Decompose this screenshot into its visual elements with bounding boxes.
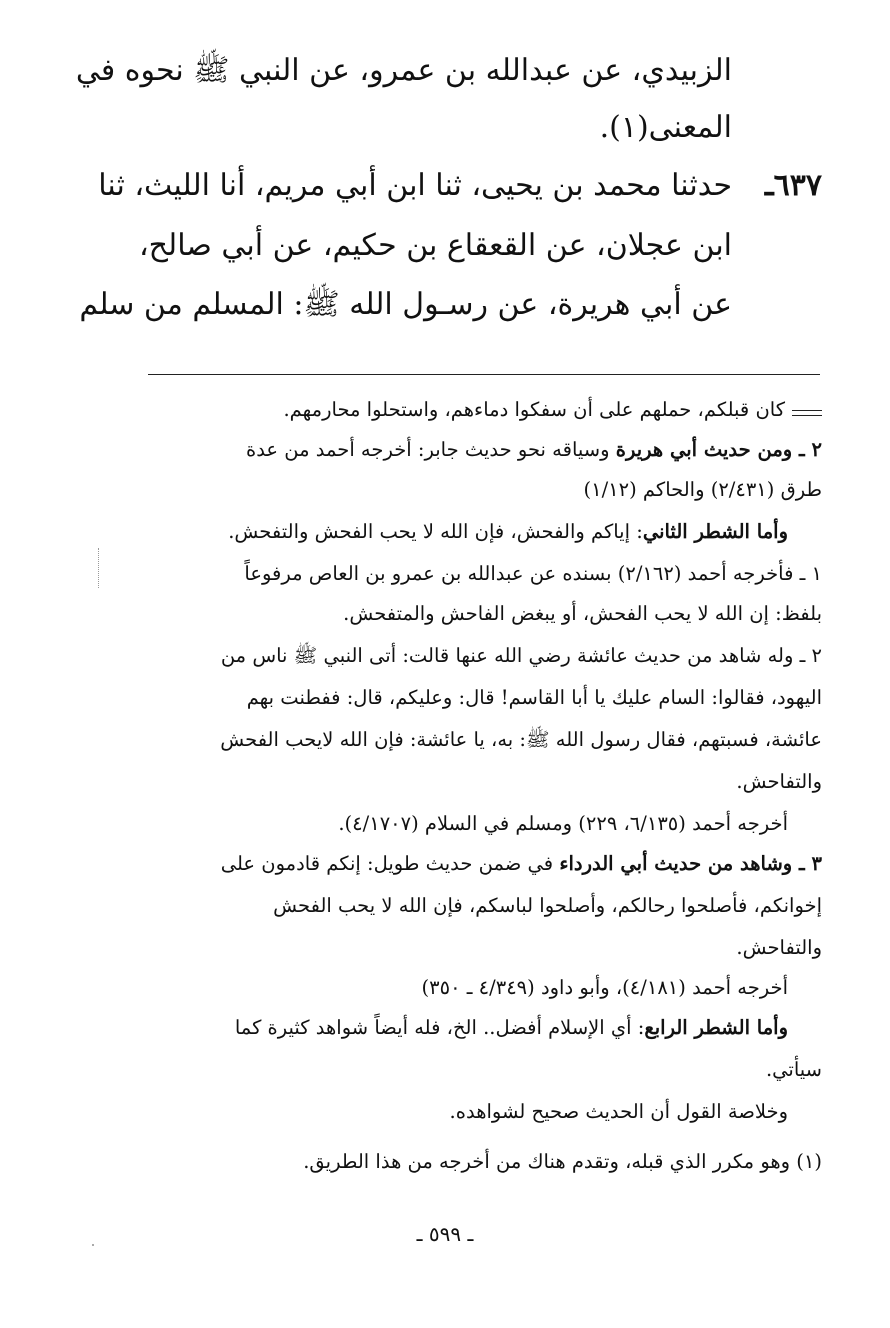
footnote-line: ٢ ـ وله شاهد من حديث عائشة رضي الله عنها قالت: أتى النبي ﷺ ناس من <box>220 644 822 667</box>
footnote-line <box>221 852 822 875</box>
footnote-line: ١ ـ فأخرجه أحمد (٢/١٦٢) بسنده عن عبدالله بن عمرو بن العاص مرفوعاً <box>244 562 822 585</box>
footnote-line: أخرجه أحمد (٦/١٣٥، ٢٢٩) ومسلم في السلام (٤/١٧٠٧). <box>338 812 788 835</box>
main-text-line: حدثنا محمد بن يحيى، ثنا ابن أبي مريم، أنا الليث، ثنا <box>98 168 732 203</box>
main-text-line: عن أبي هريرة، عن رسـول الله ﷺ: المسلم من سلم <box>79 287 732 322</box>
footnote-line: اليهود، فقالوا: السام عليك يا أبا القاسم! قال: وعليكم، قال: ففطنت بهم <box>246 686 822 709</box>
footnote-heading: وأما الشطر الرابع <box>644 1016 788 1039</box>
footnote-text: : أي الإسلام أفضل.. الخ، فله أيضاً شواهد كثيرة كما <box>234 1016 645 1039</box>
margin-tick <box>98 548 100 588</box>
footnote-line: وخلاصة القول أن الحديث صحيح لشواهده. <box>449 1100 788 1123</box>
main-text-line: المعنى(١). <box>599 110 732 145</box>
main-text-line: الزبيدي، عن عبدالله بن عمرو، عن النبي ﷺ نحوه في <box>75 53 732 88</box>
footnote-line: والتفاحش. <box>736 936 822 959</box>
footnote-heading: وأما الشطر الثاني <box>642 520 788 543</box>
footnote-line: بلفظ: إن الله لا يحب الفحش، أو يبغض الفاحش والمتفحش. <box>343 602 822 625</box>
footnote-line <box>228 520 788 543</box>
footnote-line: (١) وهو مكرر الذي قبله، وتقدم هناك من أخرجه من هذا الطريق. <box>303 1150 822 1173</box>
footnote-line: كان قبلكم، حملهم على أن سفكوا دماءهم، واستحلوا محارمهم. <box>283 398 785 421</box>
footnote-line <box>246 438 822 461</box>
footnote-line <box>235 1016 788 1039</box>
page-number: ـ ٥٩٩ ـ <box>416 1222 474 1246</box>
footnote-heading: ٢ ـ ومن حديث أبي هريرة <box>615 438 822 461</box>
footnote-line: عائشة، فسبتهم، فقال رسول الله ﷺ: به، يا عائشة: فإن الله لايحب الفحش <box>220 728 822 751</box>
footnote-line: إخوانكم، فأصلحوا رحالكم، وأصلحوا لباسكم، فإن الله لا يحب الفحش <box>273 894 822 917</box>
footnote-text: وسياقه نحو حديث جابر: أخرجه أحمد من عدة <box>245 438 616 461</box>
footnote-line: سيأتي. <box>765 1058 822 1081</box>
footnote-line: والتفاحش. <box>736 770 822 793</box>
footnote-line: طرق (٢/٤٣١) والحاكم (١/١٢) <box>583 478 822 501</box>
footnote-heading: ٣ ـ وشاهد من حديث أبي الدرداء <box>559 852 822 875</box>
footnote-text: : إياكم والفحش، فإن الله لا يحب الفحش والتفحش. <box>228 520 643 543</box>
continuation-mark <box>792 410 822 420</box>
hadith-number: ٦٣٧ـ <box>764 168 822 203</box>
footnote-text: في ضمن حديث طويل: إنكم قادمون على <box>220 852 560 875</box>
footnote-line: أخرجه أحمد (٤/١٨١)، وأبو داود (٤/٣٤٩ ـ ٣٥٠) <box>421 976 788 999</box>
margin-dot <box>92 1244 94 1246</box>
main-text-line: ابن عجلان، عن القعقاع بن حكيم، عن أبي صالح، <box>139 228 732 263</box>
footnote-separator <box>148 374 820 375</box>
